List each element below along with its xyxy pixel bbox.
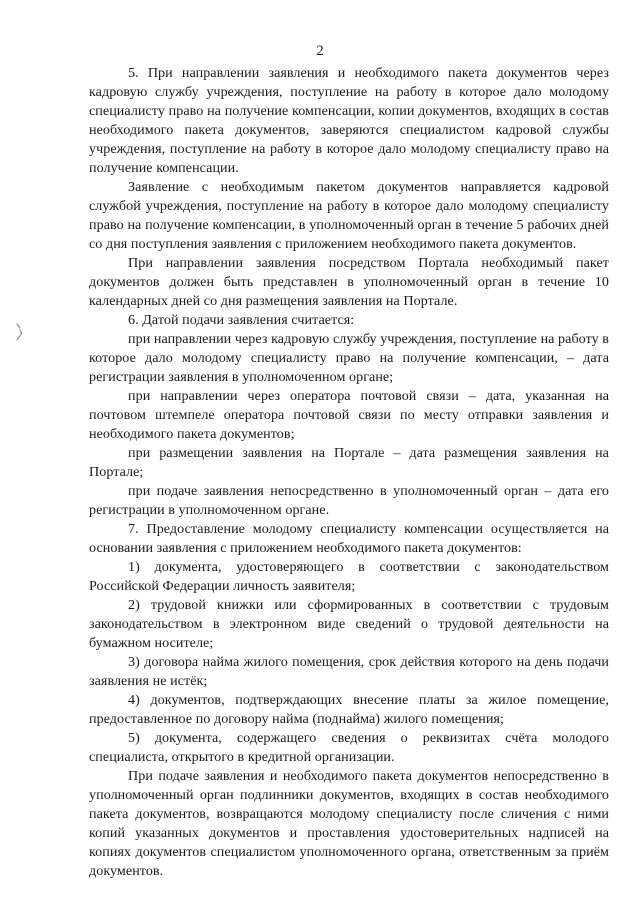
paragraph-5-1: 5. При направлении заявления и необходимого пакета документов через кадровую службу учреждения, поступление на работу в которое дало молодому специалисту право на получение компенсации, копии документов, входящих в состав необходимого пакета документов, заверяются специалистом кадровой службы учреждения, поступление на работу в которое дало молодому специалисту право на получение компенсации. bbox=[89, 65, 609, 176]
paragraph-6-item-4: при подаче заявления непосредственно в уполномоченный орган – дата его регистрации в уполномоченном органе. bbox=[89, 483, 609, 518]
paragraph-7-closing: При подаче заявления и необходимого пакета документов непосредственно в уполномоченный орган подлинники документов, входящих в состав необходимого пакета документов, возвращаются молодому специалисту после сличения с ними копий указанных документов и проставления удостоверительных надписей на копиях документов специалистом уполномоченного органа, ответственным за приём документов. bbox=[89, 768, 609, 879]
paragraph-7-item-1: 1) документа, удостоверяющего в соответствии с законодательством Российской Федерации личность заявителя; bbox=[89, 559, 609, 594]
paragraph-5-3: При направлении заявления посредством Портала необходимый пакет документов должен быть представлен в уполномоченный орган в течение 10 календарных дней со дня размещения заявления на Портале. bbox=[89, 255, 609, 309]
paragraph-6-item-1: при направлении через кадровую службу учреждения, поступление на работу в которое дало молодому специалисту право на получение компенсации, – дата регистрации заявления в уполномоченном органе; bbox=[89, 331, 609, 385]
paragraph-7-heading: 7. Предоставление молодому специалисту компенсации осуществляется на основании заявления с приложением необходимого пакета документов: bbox=[89, 521, 609, 556]
paragraph-7-item-5: 5) документа, содержащего сведения о реквизитах счёта молодого специалиста, открытого в кредитной организации. bbox=[89, 730, 609, 765]
margin-pen-mark bbox=[14, 322, 24, 344]
page-number: 2 bbox=[316, 43, 324, 59]
paragraph-7-item-4: 4) документов, подтверждающих внесение платы за жилое помещение, предоставленное по договору найма (поднайма) жилого помещения; bbox=[89, 692, 609, 727]
paragraph-6-item-2: при направлении через оператора почтовой связи – дата, указанная на почтовом штемпеле оператора почтовой связи по месту отправки заявления и необходимого пакета документов; bbox=[89, 388, 609, 442]
paragraph-6-item-3: при размещении заявления на Портале – дата размещения заявления на Портале; bbox=[89, 445, 609, 480]
document-body bbox=[89, 64, 609, 881]
paragraph-7-item-3: 3) договора найма жилого помещения, срок действия которого на день подачи заявления не истёк; bbox=[89, 654, 609, 689]
paragraph-5-2: Заявление с необходимым пакетом документов направляется кадровой службой учреждения, поступление на работу в которое дало молодому специалисту право на получение компенсации, в уполномоченный орган в течение 5 рабочих дней со дня поступления заявления с приложением необходимого пакета документов. bbox=[89, 179, 609, 252]
paragraph-7-item-2: 2) трудовой книжки или сформированных в соответствии с трудовым законодательством в электронном виде сведений о трудовой деятельности на бумажном носителе; bbox=[89, 597, 609, 651]
paragraph-6-heading: 6. Датой подачи заявления считается: bbox=[128, 312, 355, 328]
